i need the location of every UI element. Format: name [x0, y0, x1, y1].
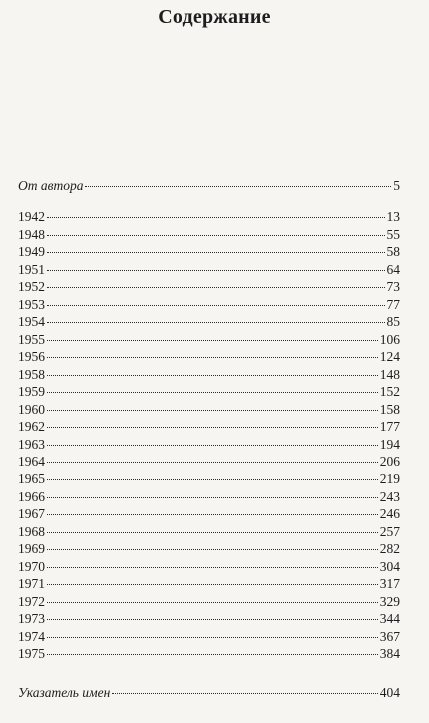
dot-leader: [47, 269, 385, 271]
toc-entry-label: 1954: [18, 314, 45, 329]
toc-entry-year: [18, 524, 400, 540]
toc-entry-year: [18, 279, 400, 295]
dot-leader: [47, 566, 378, 568]
toc-entry-label: 1971: [18, 576, 45, 591]
dot-leader: [85, 185, 391, 187]
toc-entry-label: 1968: [18, 524, 45, 539]
toc-entry-page: 367: [379, 629, 400, 644]
toc-entry-page: 158: [379, 402, 400, 417]
toc-entry-year: [18, 419, 400, 435]
toc-entry-label: 1963: [18, 437, 45, 452]
dot-leader: [47, 391, 378, 393]
toc-entry-page: 243: [379, 489, 400, 504]
toc-entry-label: 1952: [18, 279, 45, 294]
toc-entry-label: 1965: [18, 471, 45, 486]
dot-leader: [47, 339, 378, 341]
toc-entry-page: 384: [379, 646, 400, 661]
toc-entry-page: 148: [379, 367, 400, 382]
toc-entry-year: [18, 227, 400, 243]
toc-entry-page: 194: [379, 437, 400, 452]
dot-leader: [47, 321, 385, 323]
toc-entry-label: 1972: [18, 594, 45, 609]
toc-entry-year: [18, 314, 400, 330]
toc-entry-page: 344: [379, 611, 400, 626]
toc-entry-page: 282: [379, 541, 400, 556]
toc-entry-page: 246: [379, 506, 400, 521]
toc-entry-year: [18, 646, 400, 662]
toc-entry-year: [18, 559, 400, 575]
toc-entry-label: 1960: [18, 402, 45, 417]
toc-entry-page: 257: [379, 524, 400, 539]
toc-entry-label: 1966: [18, 489, 45, 504]
dot-leader: [47, 409, 378, 411]
toc-entry-year: [18, 209, 400, 225]
toc-entry-year: [18, 454, 400, 470]
toc-entry-year: [18, 244, 400, 260]
toc-entry-page: 152: [379, 384, 400, 399]
dot-leader: [47, 234, 385, 236]
toc-entry-page: 219: [379, 471, 400, 486]
toc-entry-label: 1967: [18, 506, 45, 521]
toc-entry-page: 177: [379, 419, 400, 434]
toc-entry-label: 1958: [18, 367, 45, 382]
toc-entry-year: [18, 611, 400, 627]
dot-leader: [47, 444, 378, 446]
dot-leader: [47, 251, 385, 253]
toc-entry-label: 1964: [18, 454, 45, 469]
page-title: Содержание: [158, 6, 271, 28]
dot-leader: [47, 583, 378, 585]
toc-entry-label: 1956: [18, 349, 45, 364]
toc-entry-page: 55: [386, 227, 400, 242]
toc-entry-year: [18, 297, 400, 313]
toc-entry-label: 1962: [18, 419, 45, 434]
dot-leader: [47, 496, 378, 498]
dot-leader: [47, 653, 378, 655]
toc-entry-label: 1959: [18, 384, 45, 399]
toc-entry-label: 1975: [18, 646, 45, 661]
toc-entry-label: 1953: [18, 297, 45, 312]
toc-entry-label: 1974: [18, 629, 45, 644]
dot-leader: [47, 461, 378, 463]
dot-leader: [112, 692, 377, 694]
toc-entry-page: 329: [379, 594, 400, 609]
toc-entry-page: 85: [386, 314, 400, 329]
toc-entry-label: Указатель имен: [18, 685, 111, 700]
toc-entry-year: [18, 489, 400, 505]
dot-leader: [47, 426, 378, 428]
toc-entry-page: 317: [379, 576, 400, 591]
dot-leader: [47, 601, 378, 603]
dot-leader: [47, 513, 378, 515]
dot-leader: [47, 374, 378, 376]
toc-entry-label: От автора: [18, 178, 84, 193]
toc-entry-year: [18, 437, 400, 453]
toc-entry-year: [18, 576, 400, 592]
toc-entry-label: 1970: [18, 559, 45, 574]
toc-entry-year: [18, 506, 400, 522]
toc-entry-label: 1948: [18, 227, 45, 242]
dot-leader: [47, 356, 378, 358]
dot-leader: [47, 636, 378, 638]
toc-entry-label: 1942: [18, 209, 45, 224]
toc-entry-year: [18, 402, 400, 418]
dot-leader: [47, 286, 385, 288]
toc-entry-page: 106: [379, 332, 400, 347]
dot-leader: [47, 304, 385, 306]
toc-entry-page: 206: [379, 454, 400, 469]
toc-entry-page: 124: [379, 349, 400, 364]
dot-leader: [47, 216, 385, 218]
toc-entry-page: 77: [386, 297, 400, 312]
toc-entry-label: 1973: [18, 611, 45, 626]
toc-entry-page: 13: [386, 209, 400, 224]
dot-leader: [47, 478, 378, 480]
toc-entry-label: 1955: [18, 332, 45, 347]
toc-entry-page: 64: [386, 262, 400, 277]
toc-entry-year: [18, 384, 400, 400]
toc-entry-label: 1949: [18, 244, 45, 259]
toc-entry-label: 1969: [18, 541, 45, 556]
toc-entry-year: [18, 541, 400, 557]
dot-leader: [47, 531, 378, 533]
toc-entry-page: 404: [379, 685, 400, 700]
toc-entry-preface: [18, 178, 400, 194]
toc-entry-year: [18, 262, 400, 278]
toc-entry-year: [18, 367, 400, 383]
toc-entry-page: 58: [386, 244, 400, 259]
toc-entry-year: [18, 349, 400, 365]
toc-entry-index: [18, 685, 400, 701]
toc-entry-year: [18, 332, 400, 348]
toc-entry-year: [18, 629, 400, 645]
dot-leader: [47, 548, 378, 550]
toc-entry-label: 1951: [18, 262, 45, 277]
dot-leader: [47, 618, 378, 620]
toc-entry-page: 5: [393, 178, 400, 193]
toc-entry-page: 73: [386, 279, 400, 294]
toc-entry-year: [18, 471, 400, 487]
toc-entry-page: 304: [379, 559, 400, 574]
toc-entry-year: [18, 594, 400, 610]
